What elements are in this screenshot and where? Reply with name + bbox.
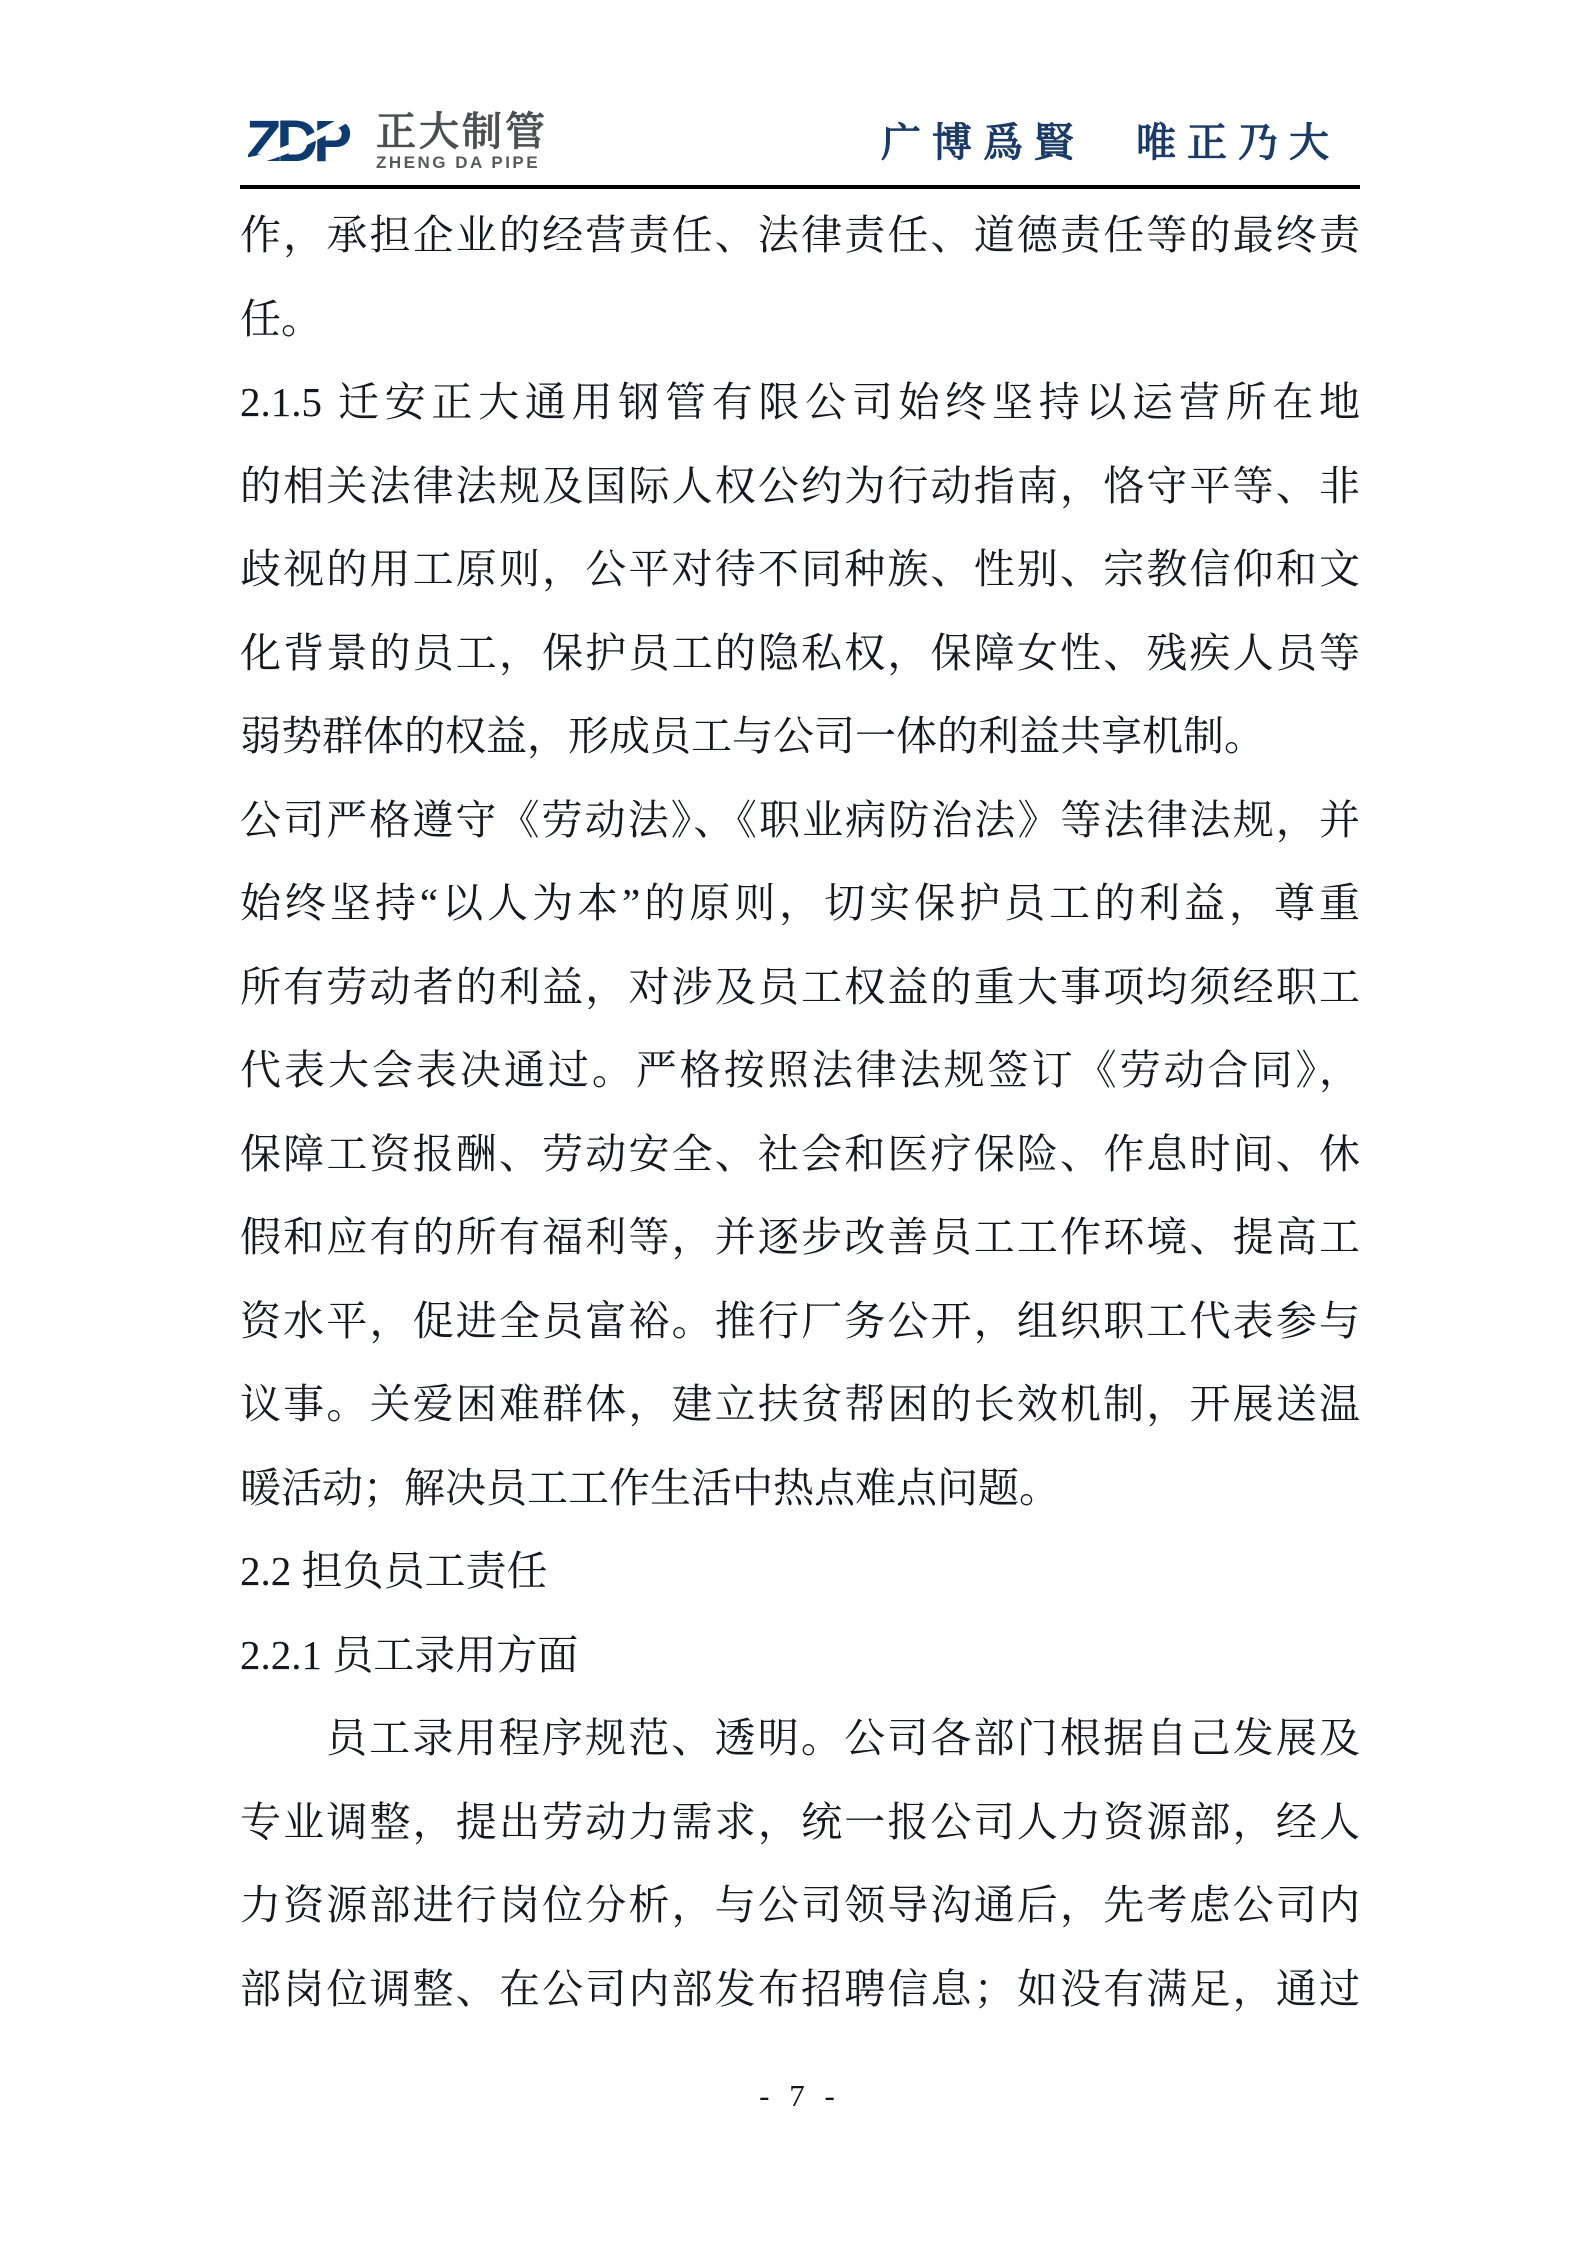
text-line: 的相关法律法规及国际人权公约为行动指南，恪守平等、非 [240, 462, 1360, 509]
text-line: 歧视的用工原则，公平对待不同种族、性别、宗教信仰和文 [240, 546, 1360, 592]
logo-name-english: ZHENG DA PIPE [376, 153, 541, 172]
text-line: 化背景的员工，保护员工的隐私权，保障女性、残疾人员等 [240, 629, 1360, 676]
document-body [240, 194, 1360, 2031]
page-header [0, 0, 1587, 186]
header-tagline: 广博爲賢 唯正乃大 [881, 120, 1340, 165]
zdp-logo-mark [248, 112, 366, 170]
text-line: 作，承担企业的经营责任、法律责任、道德责任等的最终责 [240, 212, 1360, 258]
text-line: 2.1.5 迁安正大通用钢管有限公司始终坚持以运营所在地 [240, 379, 1360, 425]
text-line: 暖活动；解决员工工作生活中热点难点问题。 [240, 1464, 1060, 1511]
text-line: 公司严格遵守《劳动法》、《职业病防治法》等法律法规，并 [240, 796, 1360, 843]
text-line: 代表大会表决通过。严格按照法律法规签订《劳动合同》， [240, 1047, 1360, 1093]
logo-names [376, 112, 548, 172]
text-line: 议事。关爱困难群体，建立扶贫帮困的长效机制，开展送温 [240, 1381, 1360, 1427]
text-line: 部岗位调整、在公司内部发布招聘信息；如没有满足，通过 [240, 1965, 1360, 2012]
company-logo [248, 112, 548, 172]
page-footer [240, 2078, 1360, 2114]
text-line: 保障工资报酬、劳动安全、社会和医疗保险、作息时间、休 [240, 1130, 1360, 1177]
text-line: 2.2.1 员工录用方面 [240, 1631, 579, 1678]
text-line: 始终坚持“以人为本”的原则，切实保护员工的利益，尊重 [240, 880, 1360, 926]
text-line: 员工录用程序规范、透明。公司各部门根据自己发展及 [326, 1715, 1360, 1761]
text-line: 任。 [240, 295, 322, 342]
text-line: 资水平，促进全员富裕。推行厂务公开，组织职工代表参与 [240, 1297, 1360, 1344]
text-line: 力资源部进行岗位分析，与公司领导沟通后，先考虑公司内 [240, 1882, 1360, 1928]
text-line: 假和应有的所有福利等，并逐步改善员工工作环境、提高工 [240, 1214, 1360, 1260]
header-rule [240, 185, 1360, 189]
text-line: 所有劳动者的利益，对涉及员工权益的重大事项均须经职工 [240, 963, 1360, 1010]
svg-text:ZDP: ZDP [248, 112, 347, 170]
logo-name-chinese: 正大制管 [376, 110, 548, 154]
text-line: 专业调整，提出劳动力需求，统一报公司人力资源部，经人 [240, 1798, 1360, 1845]
text-line: 弱势群体的权益，形成员工与公司一体的利益共享机制。 [240, 713, 1265, 759]
page-number: - 7 - [759, 2078, 841, 2113]
zdp-logo-icon [248, 112, 366, 170]
text-line: 2.2 担负员工责任 [240, 1548, 548, 1594]
